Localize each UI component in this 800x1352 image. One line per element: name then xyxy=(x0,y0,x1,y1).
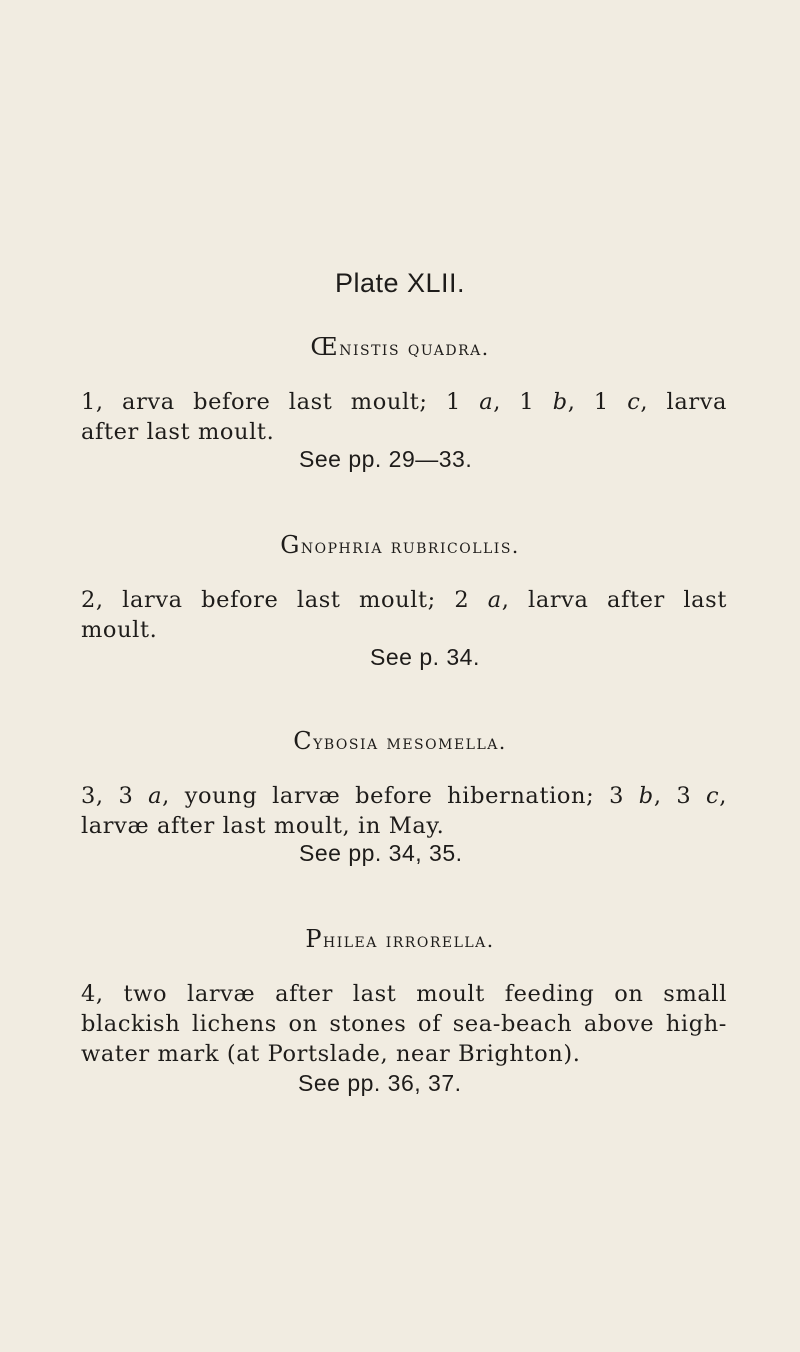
page-reference-oenistis: See pp. 29—33. xyxy=(299,446,473,472)
entry-description-philea xyxy=(81,979,727,1069)
species-heading-oenistis: Œnistis quadra. xyxy=(310,333,490,361)
species-heading-philea: Philea irrorella. xyxy=(305,925,495,953)
description-line: after last moult. xyxy=(81,419,275,445)
description-line: 3, 3 a, young larvæ before hibernation; 3 b, 3 c, xyxy=(81,783,728,809)
description-line: 2, larva before last moult; 2 a, larva after last xyxy=(81,587,727,613)
description-line: 1, arva before last moult; 1 a, 1 b, 1 c, larva xyxy=(81,389,728,415)
entry-description-gnophria xyxy=(81,585,727,645)
description-line: 4, two larvæ after last moult feeding on small xyxy=(81,981,727,1007)
description-line: moult. xyxy=(81,617,158,643)
description-line: larvæ after last moult, in May. xyxy=(81,813,445,839)
entry-description-oenistis xyxy=(81,387,727,447)
plate-title: Plate XLII. xyxy=(334,268,466,298)
species-heading-gnophria: Gnophria rubricollis. xyxy=(280,531,520,559)
page-reference-philea: See pp. 36, 37. xyxy=(298,1070,462,1096)
page-reference-cybosia: See pp. 34, 35. xyxy=(299,840,463,866)
species-heading-cybosia: Cybosia mesomella. xyxy=(293,727,507,755)
entry-description-cybosia xyxy=(81,781,727,841)
description-line: blackish lichens on stones of sea-beach above high- xyxy=(81,1011,727,1037)
description-line: water mark (at Portslade, near Brighton). xyxy=(81,1041,581,1067)
page-reference-gnophria: See p. 34. xyxy=(370,644,480,670)
